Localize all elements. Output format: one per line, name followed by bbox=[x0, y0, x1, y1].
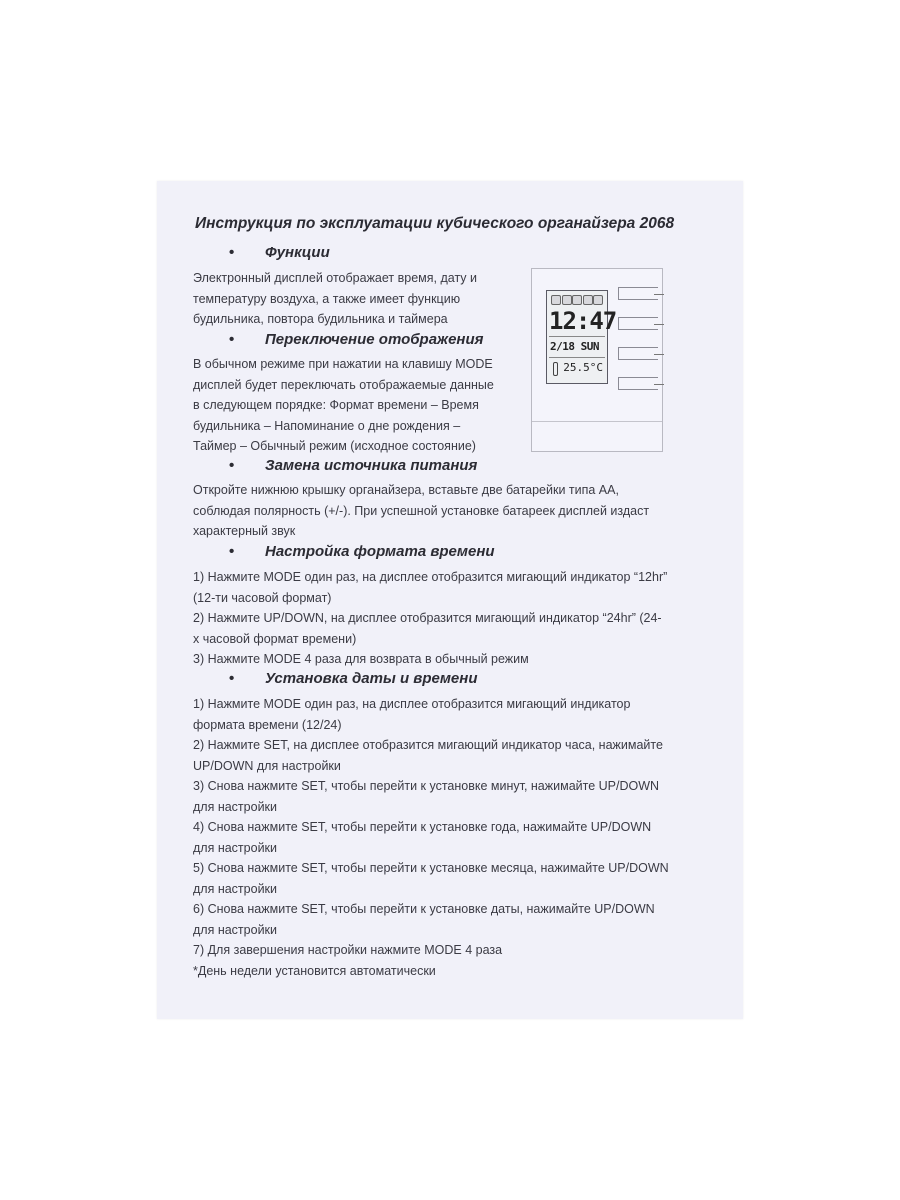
device-button-set bbox=[618, 317, 658, 330]
thermometer-icon bbox=[553, 362, 558, 376]
lcd-display bbox=[546, 290, 617, 384]
section-heading-time-format: • Настройка формата времени bbox=[229, 543, 495, 560]
arrow-icon bbox=[654, 354, 664, 355]
section-text-power: Откройте нижнюю крышку органайзера, вставьте две батарейки типа АА, соблюдая полярность (+/-). При успешной установке батареек дисплей издаст характерный звук bbox=[193, 483, 650, 538]
device-button-mode bbox=[618, 287, 658, 300]
section-heading-display-switch: • Переключение отображения bbox=[229, 331, 484, 348]
arrow-icon bbox=[654, 384, 664, 385]
section-heading-functions: • Функции bbox=[229, 244, 330, 261]
lcd-date: 2/18 SUN bbox=[550, 340, 599, 353]
lcd-temperature: 25.5°C bbox=[563, 361, 603, 374]
section-text-functions: Электронный дисплей отображает время, дату и температуру воздуха, а также имеет функцию будильника, повтора будильника и таймера bbox=[193, 271, 478, 326]
section-text-time-format: 1) Нажмите MODE один раз, на дисплее отобразится мигающий индикатор “12hr” (12-ти часовой формат) 2) Нажмите UP/DOWN, на дисплее отобразится мигающий индикатор “24hr” (24- х часовой формат времени) 3) Нажмите MODE 4 раза для возврата в обычный режим bbox=[193, 570, 668, 666]
device-button-up bbox=[618, 347, 658, 360]
section-heading-date-time: • Установка даты и времени bbox=[229, 670, 478, 687]
arrow-icon bbox=[654, 324, 664, 325]
bullet-icon: • bbox=[229, 331, 235, 348]
instruction-sheet bbox=[157, 181, 743, 1019]
bullet-icon: • bbox=[229, 543, 235, 560]
bullet-icon: • bbox=[229, 670, 235, 687]
section-heading-power: • Замена источника питания bbox=[229, 457, 478, 474]
lcd-time: 12:47 bbox=[549, 307, 617, 335]
device-button-down bbox=[618, 377, 658, 390]
section-text-date-time: 1) Нажмите MODE один раз, на дисплее отобразится мигающий индикатор формата времени (12/24) 2) Нажмите SET, на дисплее отобразится мигающий индикатор часа, нажимайте UP/DOWN для настройки 3) Снова нажмите SET, чтобы перейти к установке минут, нажимайте UP/DOWN для настройки 4) Снова нажмите SET, чтобы перейти к установке года, нажимайте UP/DOWN для настройки 5) Снова нажмите SET, чтобы перейти к установке месяца, нажимайте UP/DOWN для настройки 6) Снова нажмите SET, чтобы перейти к установке даты, нажимайте UP/DOWN для настройки 7) Для завершения настройки нажмите MODE 4 раза *День недели установится автоматически bbox=[193, 697, 669, 978]
bullet-icon: • bbox=[229, 244, 235, 261]
document-title: Инструкция по эксплуатации кубического органайзера 2068 bbox=[195, 215, 675, 232]
organizer-illustration bbox=[531, 268, 663, 452]
lcd-status-icons bbox=[551, 295, 603, 305]
device-base bbox=[532, 421, 662, 422]
section-text-display-switch: В обычном режиме при нажатии на клавишу MODE дисплей будет переключать отображаемые данные в следующем порядке: Формат времени – Время будильника – Напоминание о дне рождения – Таймер – Обычный режим (исходное состояние) bbox=[193, 357, 494, 453]
bullet-icon: • bbox=[229, 457, 235, 474]
arrow-icon bbox=[654, 294, 664, 295]
